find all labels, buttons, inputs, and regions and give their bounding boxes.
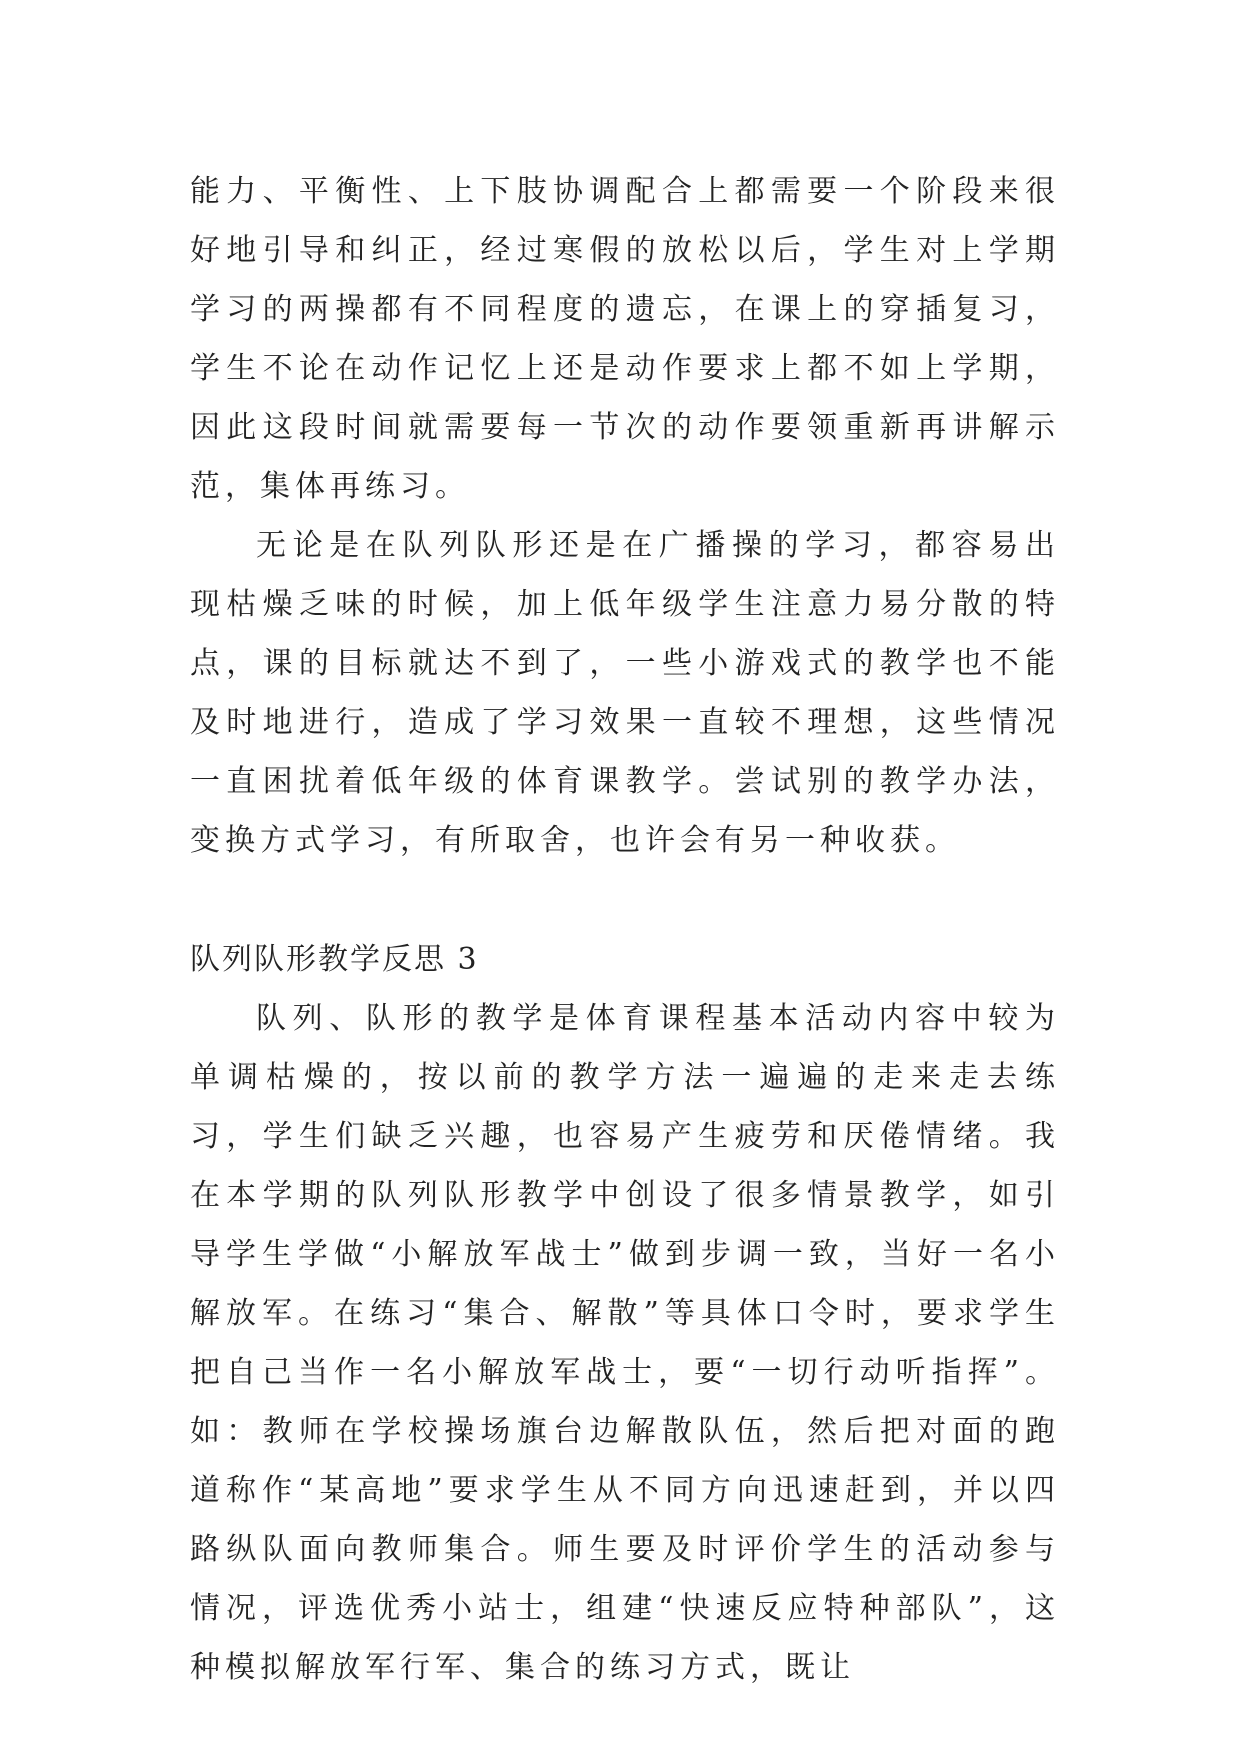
document-body — [190, 162, 1060, 1697]
paragraph-continued: 能力、平衡性、上下肢协调配合上都需要一个阶段来很好地引导和纠正，经过寒假的放松以后，学生对上学期学习的两操都有不同程度的遗忘，在课上的穿插复习，学生不论在动作记忆上还是动作要求上都不如上学期，因此这段时间就需要每一节次的动作要领重新再讲解示范，集体再练习。 — [190, 174, 1060, 504]
paragraph: 无论是在队列队形还是在广播操的学习，都容易出现枯燥乏味的时候，加上低年级学生注意力易分散的特点，课的目标就达不到了，一些小游戏式的教学也不能及时地进行，造成了学习效果一直较不理想，这些情况一直困扰着低年级的体育课教学。尝试别的教学办法，变换方式学习，有所取舍，也许会有另一种收获。 — [190, 528, 1060, 858]
section-heading: 队列队形教学反思 3 — [190, 942, 479, 977]
paragraph: 队列、队形的教学是体育课程基本活动内容中较为单调枯燥的，按以前的教学方法一遍遍的走来走去练习，学生们缺乏兴趣，也容易产生疲劳和厌倦情绪。我在本学期的队列队形教学中创设了很多情景教学，如引导学生学做“小解放军战士”做到步调一致，当好一名小解放军。在练习“集合、解散”等具体口令时，要求学生把自己当作一名小解放军战士，要“一切行动听指挥”。如：教师在学校操场旗台边解散队伍，然后把对面的跑道称作“某高地”要求学生从不同方向迅速赶到，并以四路纵队面向教师集合。师生要及时评价学生的活动参与情况，评选优秀小站士，组建“快速反应特种部队”，这种模拟解放军行军、集合的练习方式，既让 — [190, 1001, 1060, 1685]
